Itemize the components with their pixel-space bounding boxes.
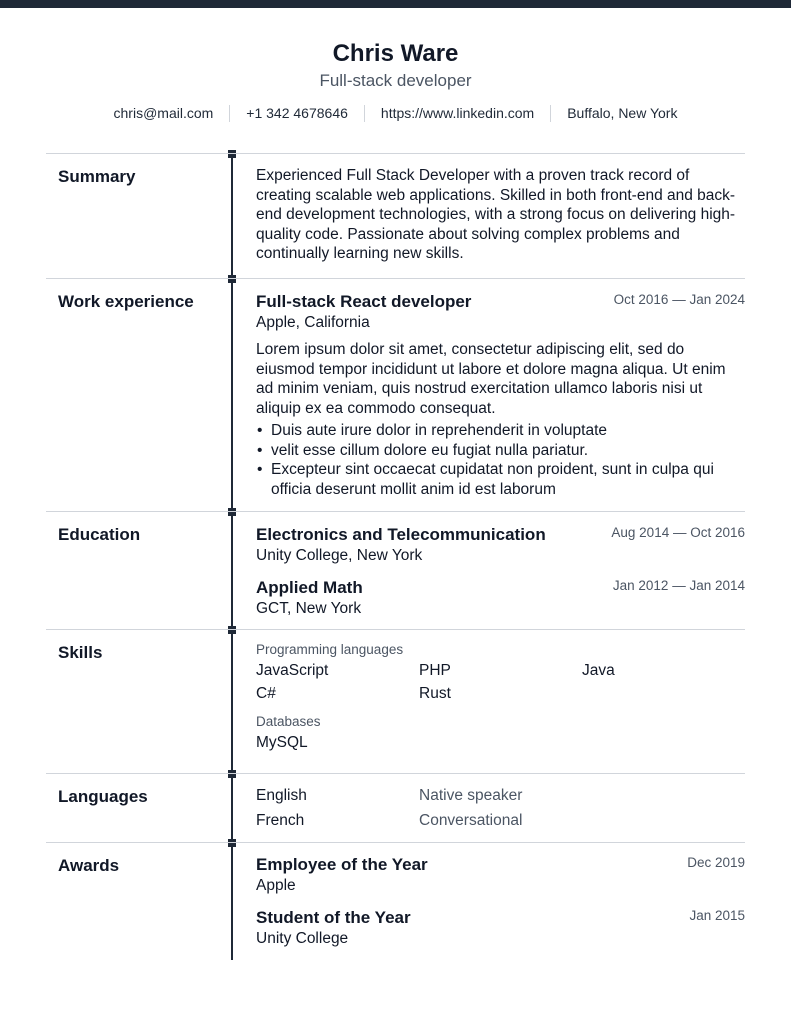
awards-section [46, 842, 745, 962]
language-row [256, 808, 745, 833]
contact-website[interactable]: https://www.linkedin.com [380, 105, 535, 121]
skill-list [256, 731, 745, 754]
contact-row [0, 104, 791, 122]
skills-section [46, 629, 745, 774]
award-issuer: Unity College [256, 930, 349, 947]
resume-header [0, 39, 791, 92]
education-dates: Jan 2012 — Jan 2014 [612, 578, 745, 593]
job-company: Apple, California [256, 314, 370, 331]
list-item: • Excepteur sint occaecat cupidatat non proident, sunt in culpa qui officia deserunt mollit anim id est laborum [256, 460, 745, 499]
job-bullets [256, 421, 745, 499]
language-name: French [256, 812, 305, 829]
skill-item: Rust [419, 685, 451, 702]
languages-section [46, 773, 745, 843]
summary-text: Experienced Full Stack Developer with a proven track record of creating scalable web applications. Skilled in both front-end and back-end development technologies, with a strong focus on delivering high-quality code. Passionate about solving complex problems and continually learning new skills. [256, 167, 736, 262]
language-level: Conversational [419, 812, 523, 829]
section-title: Summary [58, 167, 136, 186]
language-level: Native speaker [419, 787, 523, 804]
skill-item: Java [582, 662, 615, 679]
skill-item: MySQL [256, 734, 308, 751]
section-title: Work experience [58, 292, 194, 311]
top-accent-bar [0, 0, 791, 8]
education-school: Unity College, New York [256, 547, 423, 564]
skill-item: PHP [419, 662, 451, 679]
skill-item: JavaScript [256, 662, 329, 679]
summary-section [46, 153, 745, 279]
contact-phone[interactable]: +1 342 4678646 [246, 105, 348, 121]
education-degree: Applied Math [256, 578, 363, 597]
section-title: Awards [58, 856, 120, 875]
contact-location: Buffalo, New York [567, 105, 678, 121]
award-name: Student of the Year [256, 908, 411, 927]
candidate-name: Chris Ware [332, 40, 459, 67]
language-name: English [256, 787, 307, 804]
education-school: GCT, New York [256, 600, 362, 617]
award-issuer: Apple [256, 877, 296, 894]
list-item: • Duis aute irure dolor in reprehenderit in voluptate [256, 421, 745, 441]
work-section [46, 278, 745, 512]
award-date: Jan 2015 [689, 908, 745, 923]
job-position: Full-stack React developer [256, 292, 472, 311]
job-dates: Oct 2016 — Jan 2024 [613, 292, 745, 307]
skill-list [256, 659, 745, 705]
candidate-headline: Full-stack developer [319, 71, 472, 90]
contact-email[interactable]: chris@mail.com [113, 105, 214, 121]
section-title: Education [58, 525, 141, 544]
section-title: Languages [58, 787, 148, 806]
award-name: Employee of the Year [256, 855, 428, 874]
skill-category: Databases [256, 714, 321, 729]
skill-category: Programming languages [256, 642, 404, 657]
education-degree: Electronics and Telecommunication [256, 525, 546, 544]
language-row [256, 783, 745, 808]
section-title: Skills [58, 643, 103, 662]
skill-item: C# [256, 685, 276, 702]
job-description: Lorem ipsum dolor sit amet, consectetur adipiscing elit, sed do eiusmod tempor incididunt ut labore et dolore magna aliqua. Ut enim ad minim veniam, quis nostrud exercitation ullamco laboris nisi ut aliquip ex ea commodo consequat. [256, 341, 726, 417]
education-dates: Aug 2014 — Oct 2016 [611, 525, 745, 540]
list-item: • velit esse cillum dolore eu fugiat nulla pariatur. [256, 441, 745, 461]
education-section [46, 511, 745, 630]
award-date: Dec 2019 [687, 855, 745, 870]
